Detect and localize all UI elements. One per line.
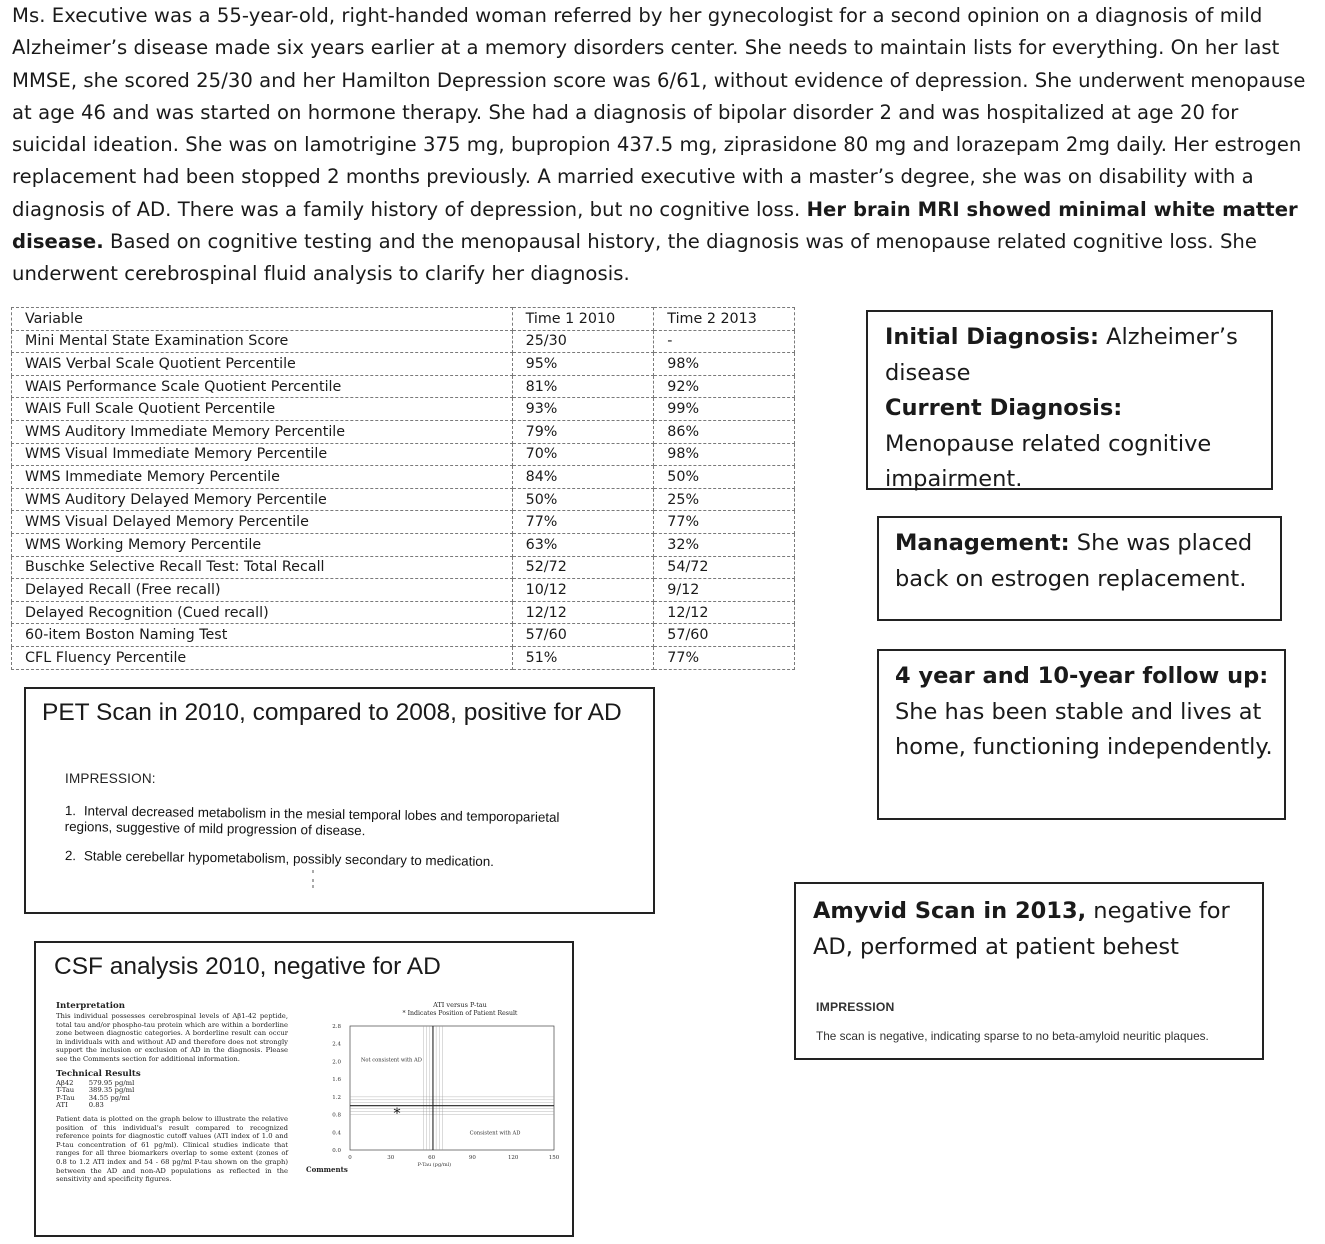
- table-cell-variable: CFL Fluency Percentile: [12, 646, 513, 669]
- technical-results-table: [56, 1080, 148, 1110]
- table-cell-time1: 63%: [512, 533, 654, 556]
- y-tick-label: 1.2: [332, 1094, 341, 1101]
- table-cell-variable: WMS Immediate Memory Percentile: [12, 466, 513, 489]
- y-tick-label: 0.0: [332, 1148, 341, 1154]
- table-cell-variable: Mini Mental State Examination Score: [12, 330, 513, 353]
- csf-report-text: [56, 1001, 288, 1184]
- table-cell-time2: 98%: [654, 443, 795, 466]
- table-row: [12, 646, 795, 669]
- x-tick-label: 150: [548, 1155, 560, 1161]
- technical-results-heading: Technical Results: [56, 1068, 141, 1079]
- y-tick-label: 2.0: [332, 1059, 341, 1066]
- table-cell-time2: 9/12: [654, 579, 795, 602]
- technical-result-value: 389.35 pg/ml: [88, 1086, 135, 1095]
- table-cell-time2: 92%: [654, 375, 795, 398]
- table-cell-variable: Delayed Recognition (Cued recall): [12, 601, 513, 624]
- table-cell-variable: Delayed Recall (Free recall): [12, 579, 513, 602]
- table-cell-time1: 70%: [512, 443, 654, 466]
- narrative-text: Ms. Executive was a 55-year-old, right-handed woman referred by her gynecologist for a second opinion on a diagnosis of mild Alzheimer’s disease made six years earlier at a memory disorders center. She needs to maintain lists for everything. On her last MMSE, she scored 25/30 and her Hamilton Depression score was 6/61, without evidence of depression. She underwent menopause at age 46 and was started on hormone therapy. She had a diagnosis of bipolar disorder 2 and was hospitalized at age 20 for suicidal ideation. She was on lamotrigine 375 mg, bupropion 437.5 mg, ziprasidone 80 mg and lorazepam 2mg daily. Her estrogen replacement had been stopped 2 months previously. A married executive with a master’s degree, she was on disability with a diagnosis of AD. There was a family history of depression, but no cognitive loss.: [12, 4, 1306, 221]
- x-tick-label: 60: [428, 1155, 436, 1161]
- technical-result-value: 579.95 pg/ml: [88, 1078, 135, 1087]
- table-row: [12, 601, 795, 624]
- table-cell-variable: WMS Working Memory Percentile: [12, 533, 513, 556]
- table-cell-time1: 93%: [512, 398, 654, 421]
- pet-item-2-text: Stable cerebellar hypometabolism, possibly secondary to medication.: [83, 848, 495, 869]
- table-cell-time2: 77%: [654, 646, 795, 669]
- narrative-conclusion-text: Based on cognitive testing and the menopausal history, the diagnosis was of menopause related cognitive loss. She underwent cerebrospinal fluid analysis to clarify her diagnosis.: [12, 230, 1258, 286]
- x-tick-label: 30: [387, 1155, 395, 1161]
- table-cell-variable: WMS Auditory Delayed Memory Percentile: [12, 488, 513, 511]
- pet-item-2-number: 2.: [64, 848, 77, 864]
- table-cell-time1: 51%: [512, 646, 654, 669]
- comments-label: Comments: [306, 1165, 348, 1174]
- table-cell-time1: 52/72: [512, 556, 654, 579]
- table-cell-variable: WAIS Performance Scale Quotient Percentile: [12, 375, 513, 398]
- table-cell-time1: 10/12: [512, 579, 654, 602]
- table-cell-variable: WMS Visual Immediate Memory Percentile: [12, 443, 513, 466]
- x-tick-label: 0: [348, 1155, 352, 1161]
- y-tick-label: 2.8: [332, 1024, 341, 1030]
- pet-item-1-line2: regions, suggestive of mild progression of disease.: [64, 818, 366, 839]
- table-cell-time2: 54/72: [654, 556, 795, 579]
- csf-analysis-box: [34, 941, 574, 1237]
- table-cell-time2: 57/60: [654, 624, 795, 647]
- table-cell-time1: 95%: [512, 353, 654, 376]
- table-cell-time1: 81%: [512, 375, 654, 398]
- current-diagnosis-value: Menopause related cognitive impairment.: [885, 430, 1212, 492]
- ati-vs-ptau-chart: [298, 995, 564, 1170]
- x-tick-label: 120: [507, 1155, 519, 1161]
- interpretation-paragraph: This individual possesses cerebrospinal levels of Aβ1-42 peptide, total tau and/or phospho-tau protein which are within a borderline zone between diagnostic categories. A borderline result can occur in individuals with and without AD and therefore does not strongly support the inclusion or exclusion of AD in the diagnosis. Please see the Comments section for additional information.: [56, 1012, 288, 1063]
- table-row: [12, 533, 795, 556]
- chart-frame: [350, 1026, 554, 1150]
- table-cell-time2: 32%: [654, 533, 795, 556]
- amyvid-scan-box: [794, 882, 1264, 1060]
- initial-diagnosis-value: Alzheimer’s disease: [885, 324, 1238, 386]
- table-row: [12, 466, 795, 489]
- technical-result-name: Aβ42: [56, 1078, 74, 1087]
- table-cell-time2: 25%: [654, 488, 795, 511]
- y-tick-label: 1.6: [332, 1077, 341, 1084]
- table-row: [12, 375, 795, 398]
- case-narrative: [12, 0, 1317, 291]
- patient-result-marker: *: [393, 1106, 401, 1123]
- table-header-time1: Time 1 2010: [512, 308, 654, 331]
- scan-artifact: [312, 870, 315, 888]
- management-value: She was placed back on estrogen replacement.: [895, 530, 1253, 592]
- followup-box: [877, 649, 1286, 820]
- y-tick-label: 0.8: [332, 1112, 341, 1119]
- followup-label: 4 year and 10-year follow up:: [895, 663, 1269, 689]
- table-cell-time2: -: [654, 330, 795, 353]
- table-header-row: [12, 308, 795, 331]
- table-row: [12, 420, 795, 443]
- management-label: Management:: [895, 530, 1070, 556]
- region-label: Consistent with AD: [469, 1130, 521, 1137]
- mri-finding-text: Her brain MRI showed minimal white matter disease.: [12, 197, 1298, 254]
- table-row: [12, 330, 795, 353]
- table-cell-time2: 99%: [654, 398, 795, 421]
- y-tick-label: 2.4: [332, 1041, 341, 1048]
- followup-value: She has been stable and lives at home, functioning independently.: [895, 698, 1273, 760]
- table-row: [12, 398, 795, 421]
- table-cell-variable: WMS Visual Delayed Memory Percentile: [12, 511, 513, 534]
- amyvid-impression-text: The scan is negative, indicating sparse to no beta-amyloid neuritic plaques.: [816, 1029, 1209, 1043]
- technical-result-value: 34.55 pg/ml: [88, 1093, 130, 1102]
- table-header-time2: Time 2 2013: [654, 308, 795, 331]
- table-row: [12, 511, 795, 534]
- table-cell-time1: 57/60: [512, 624, 654, 647]
- table-cell-time2: 98%: [654, 353, 795, 376]
- table-cell-variable: WAIS Verbal Scale Quotient Percentile: [12, 353, 513, 376]
- technical-result-name: T-Tau: [56, 1086, 75, 1095]
- table-row: [12, 556, 795, 579]
- table-cell-time2: 50%: [654, 466, 795, 489]
- table-row: [12, 353, 795, 376]
- amyvid-title-bold: Amyvid Scan in 2013,: [813, 898, 1087, 924]
- table-cell-variable: 60-item Boston Naming Test: [12, 624, 513, 647]
- table-header-variable: Variable: [12, 308, 513, 331]
- region-label: Not consistent with AD: [360, 1057, 422, 1064]
- table-cell-time1: 12/12: [512, 601, 654, 624]
- pet-scan-box: [24, 687, 655, 914]
- diagnosis-box: [866, 310, 1273, 490]
- table-row: [12, 624, 795, 647]
- table-cell-time1: 84%: [512, 466, 654, 489]
- table-row: [12, 443, 795, 466]
- technical-result-row: [56, 1102, 148, 1110]
- interpretation-heading: Interpretation: [56, 1001, 125, 1011]
- technical-result-name: P-Tau: [56, 1093, 75, 1102]
- pet-scan-title: PET Scan in 2010, compared to 2008, positive for AD: [42, 699, 622, 726]
- pet-impression-label: IMPRESSION:: [65, 771, 156, 786]
- table-cell-time1: 77%: [512, 511, 654, 534]
- table-cell-time2: 77%: [654, 511, 795, 534]
- table-cell-time1: 50%: [512, 488, 654, 511]
- management-box: [877, 516, 1282, 621]
- cognitive-test-table: [11, 307, 795, 670]
- technical-result-name: ATI: [56, 1101, 68, 1110]
- table-row: [12, 488, 795, 511]
- table-cell-variable: WAIS Full Scale Quotient Percentile: [12, 398, 513, 421]
- table-cell-variable: WMS Auditory Immediate Memory Percentile: [12, 420, 513, 443]
- chart-subtitle: * Indicates Position of Patient Result: [402, 1010, 518, 1017]
- table-cell-time2: 86%: [654, 420, 795, 443]
- amyvid-impression-label: IMPRESSION: [816, 1000, 895, 1014]
- current-diagnosis-label: Current Diagnosis:: [885, 395, 1123, 421]
- pet-item-1-line1: Interval decreased metabolism in the mesial temporal lobes and temporoparietal: [83, 803, 560, 825]
- pet-impression-item-2: [65, 848, 494, 869]
- chart-title: ATI versus P-tau: [433, 1001, 487, 1009]
- technical-result-value: 0.83: [88, 1101, 104, 1110]
- y-tick-label: 0.4: [332, 1130, 341, 1137]
- table-cell-time1: 79%: [512, 420, 654, 443]
- table-cell-variable: Buschke Selective Recall Test: Total Recall: [12, 556, 513, 579]
- initial-diagnosis-label: Initial Diagnosis:: [885, 324, 1099, 350]
- pet-item-1-number: 1.: [64, 803, 77, 819]
- table-cell-time2: 12/12: [654, 601, 795, 624]
- pet-impression-item-1: [65, 803, 610, 843]
- x-tick-label: 90: [468, 1155, 476, 1161]
- csf-title: CSF analysis 2010, negative for AD: [54, 953, 441, 980]
- table-cell-time1: 25/30: [512, 330, 654, 353]
- amyvid-title-rest: negative for AD, performed at patient behest: [813, 898, 1230, 960]
- table-row: [12, 579, 795, 602]
- x-axis-label: P-Tau (pg/ml): [417, 1162, 452, 1168]
- patient-data-paragraph: Patient data is plotted on the graph below to illustrate the relative position of this individual's result compared to recognized reference points for diagnostic cutoff values (ATI index of 1.0 and P-tau concentration of 61 pg/ml). Clinical studies indicate that ranges for all three biomarkers overlap to some extent (zones of 0.8 to 1.2 ATI index and 54 - 68 pg/ml P-tau shown on the graph) between the AD and non-AD populations as reflected in the sensitivity and specificity figures.: [56, 1114, 288, 1184]
